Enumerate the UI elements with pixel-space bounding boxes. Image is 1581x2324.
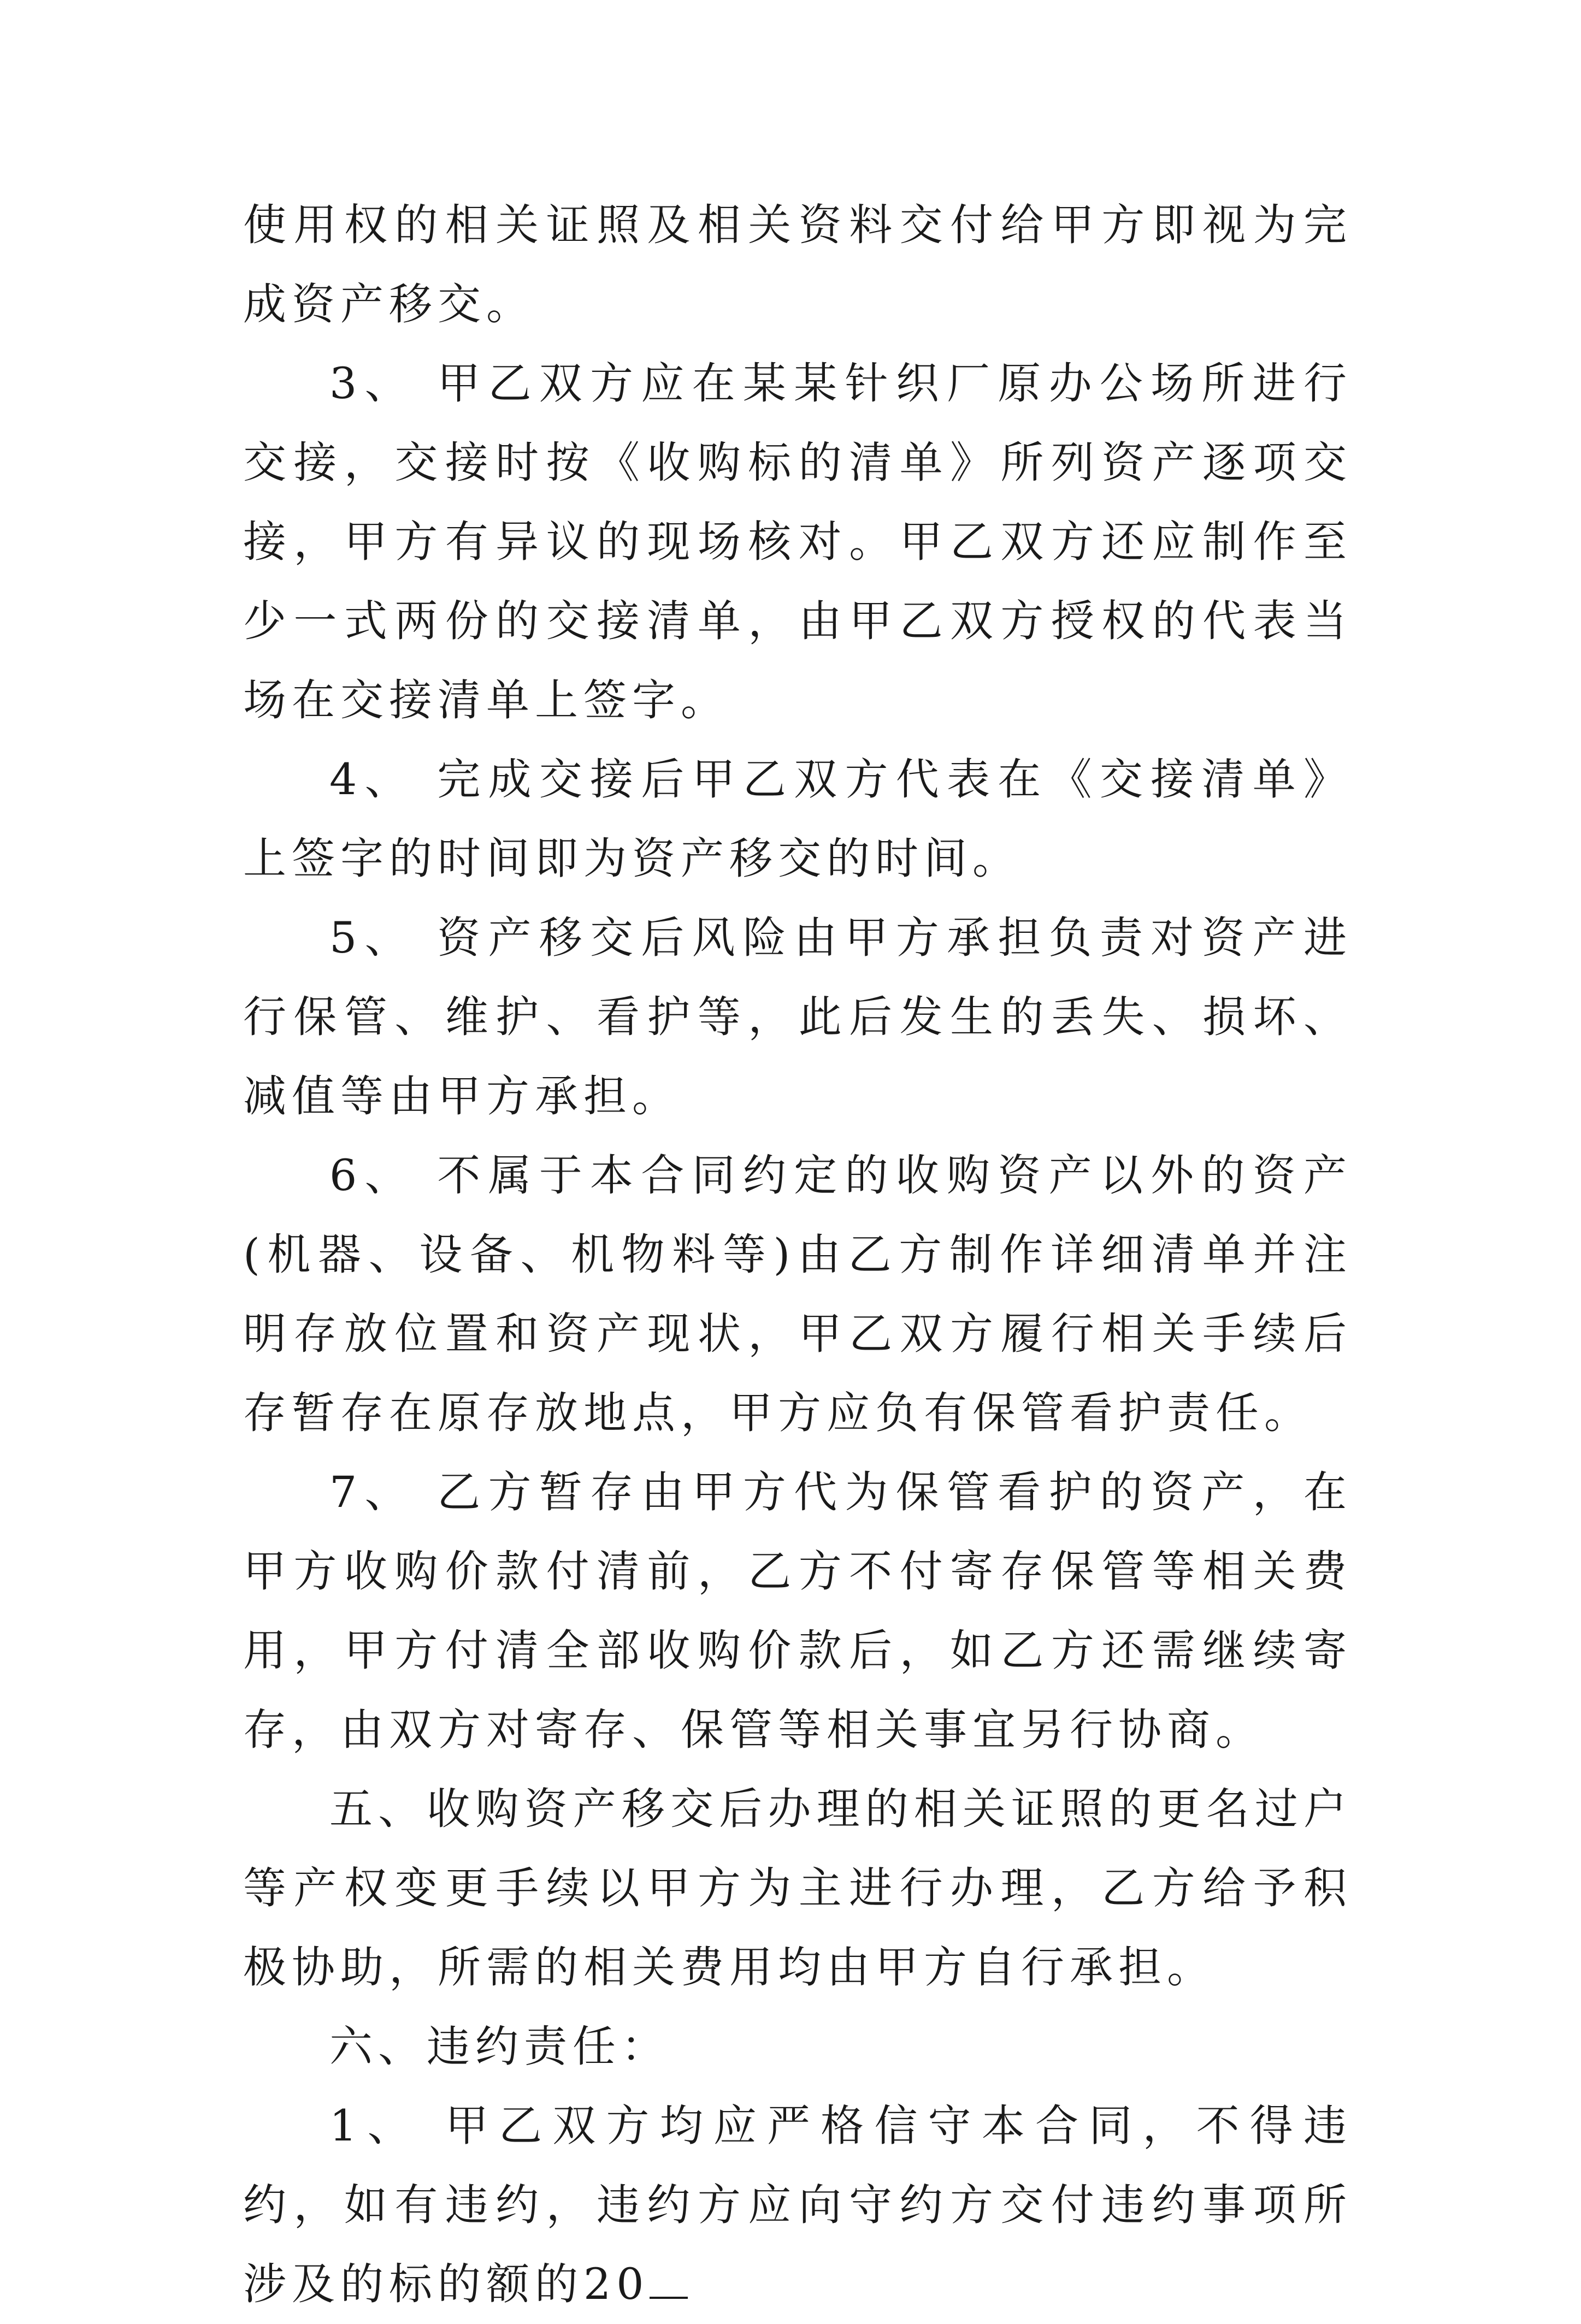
paragraph-clause-3: 3、 甲乙双方应在某某针织厂原办公场所进行交接，交接时按《收购标的清单》所列资产逐项交接，甲方有异议的现场核对。甲乙双方还应制作至少一式两份的交接清单，由甲乙双方授权的代表当场在交接清单上签字。 — [243, 358, 1352, 725]
paragraph-asset-transfer-continued: 使用权的相关证照及相关资料交付给甲方即视为完成资产移交。 — [243, 200, 1352, 329]
paragraph-clause-4: 4、 完成交接后甲乙双方代表在《交接清单》上签字的时间即为资产移交的时间。 — [243, 754, 1352, 884]
paragraph-clause-6: 6、 不属于本合同约定的收购资产以外的资产(机器、设备、机物料等)由乙方制作详细清单并注明存放位置和资产现状，甲乙双方履行相关手续后存暂存在原存放地点，甲方应负有保管看护责任。 — [243, 1150, 1352, 1438]
paragraph-section-5: 五、收购资产移交后办理的相关证照的更名过户等产权变更手续以甲方为主进行办理，乙方给予积极协助，所需的相关费用均由甲方自行承担。 — [243, 1784, 1352, 1992]
heading-breach-liability: 六、违约责任： — [329, 2021, 670, 2072]
paragraph-breach-clause-1 — [243, 2086, 1352, 2324]
fill-in-blank — [650, 2264, 688, 2299]
paragraph-clause-5: 5、 资产移交后风险由甲方承担负责对资产进行保管、维护、看护等，此后发生的丢失、损坏、减值等由甲方承担。 — [243, 913, 1352, 1121]
contract-body — [243, 186, 1352, 2324]
breach-clause-1-text: 1、 甲乙双方均应严格信守本合同，不得违约，如有违约，违约方应向守约方交付违约事项所涉及的标的额的20 — [243, 2101, 1352, 2309]
paragraph-clause-7: 7、 乙方暂存由甲方代为保管看护的资产，在甲方收购价款付清前，乙方不付寄存保管等相关费用，甲方付清全部收购价款后，如乙方还需继续寄存，由双方对寄存、保管等相关事宜另行协商。 — [243, 1467, 1352, 1755]
